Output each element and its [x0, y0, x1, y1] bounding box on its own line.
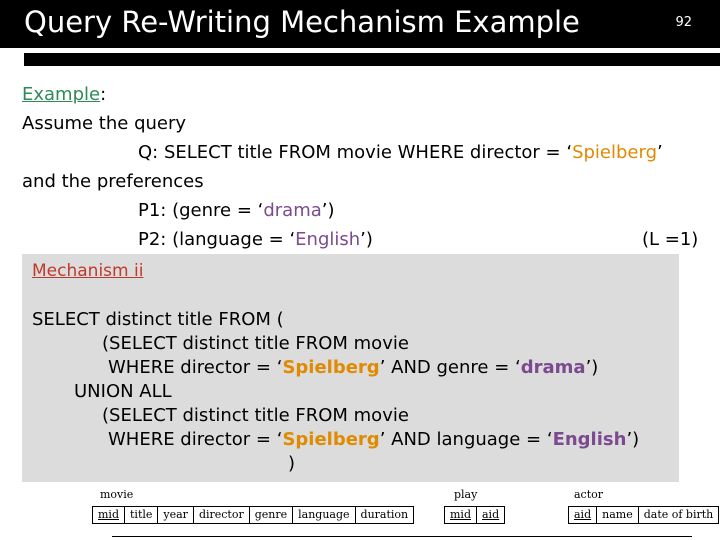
query-line: [138, 138, 663, 167]
play-table: [444, 506, 505, 524]
mech-l6-prefix: WHERE director = ‘: [108, 429, 283, 450]
movie-col: duration: [360, 508, 409, 521]
mech-l3-prefix: WHERE director = ‘: [108, 357, 283, 378]
mech-line-1: SELECT distinct title FROM (: [32, 309, 284, 330]
schema-link-line: [112, 536, 692, 537]
p1-value: drama: [263, 200, 322, 221]
mech-line-2: (SELECT distinct title FROM movie: [102, 333, 409, 354]
mechanism-title: Mechanism ii: [32, 261, 144, 281]
actor-col: aid: [569, 507, 597, 523]
play-table-label: play: [454, 488, 478, 501]
slide-title: Query Re-Writing Mechanism Example: [24, 5, 580, 39]
movie-table: [92, 506, 414, 524]
actor-table-label: actor: [574, 488, 604, 501]
movie-col: genre: [250, 507, 293, 523]
mech-line-4: UNION ALL: [74, 381, 172, 402]
actor-col: name: [597, 507, 639, 523]
p2-prefix: P2: (language = ‘: [138, 229, 296, 250]
movie-table-label: movie: [100, 488, 134, 501]
actor-col: date of birth: [643, 508, 714, 521]
play-col: aid: [482, 508, 500, 521]
example-link[interactable]: Example: [22, 84, 101, 105]
preference-p2: [138, 225, 373, 254]
mech-line-6: [108, 428, 639, 452]
header-rule: [24, 53, 720, 66]
p1-prefix: P1: (genre = ‘: [138, 200, 264, 221]
movie-col: title: [125, 507, 158, 523]
slide-header: [0, 0, 720, 48]
mech-line-5: (SELECT distinct title FROM movie: [102, 405, 409, 426]
play-col: mid: [445, 507, 477, 523]
mech-line-7: ): [288, 453, 296, 474]
mechanism-box: [22, 254, 679, 482]
p2-suffix: ’): [360, 229, 373, 250]
mech-l6-suffix: ’): [626, 429, 640, 450]
example-heading: [22, 80, 106, 109]
p2-value: English: [295, 229, 361, 250]
movie-col: mid: [93, 507, 125, 523]
mech-l3-value1: Spielberg: [282, 357, 380, 378]
limit-label: (L =1): [642, 229, 699, 250]
mech-line-3: [108, 356, 598, 380]
page-number: 92: [675, 15, 692, 30]
preference-p1: [138, 196, 335, 225]
preferences-line: and the preferences: [22, 171, 204, 192]
mech-l6-mid: ’ AND language = ‘: [379, 429, 553, 450]
movie-col: language: [293, 507, 355, 523]
movie-col: year: [158, 507, 194, 523]
query-value: Spielberg: [572, 142, 657, 163]
query-suffix: ’: [657, 142, 663, 163]
assume-line: Assume the query: [22, 113, 187, 134]
example-colon: :: [100, 84, 107, 105]
mech-l3-suffix: ’): [585, 357, 599, 378]
mech-l3-value2: drama: [520, 357, 586, 378]
query-prefix: Q: SELECT title FROM movie WHERE director = ‘: [138, 142, 573, 163]
schema-diagram: [92, 486, 712, 540]
mech-l6-value2: English: [552, 429, 627, 450]
movie-col: director: [194, 507, 250, 523]
mech-l6-value1: Spielberg: [282, 429, 380, 450]
actor-table: [568, 506, 719, 524]
p1-suffix: ’): [321, 200, 335, 221]
mech-l3-mid: ’ AND genre = ‘: [379, 357, 521, 378]
